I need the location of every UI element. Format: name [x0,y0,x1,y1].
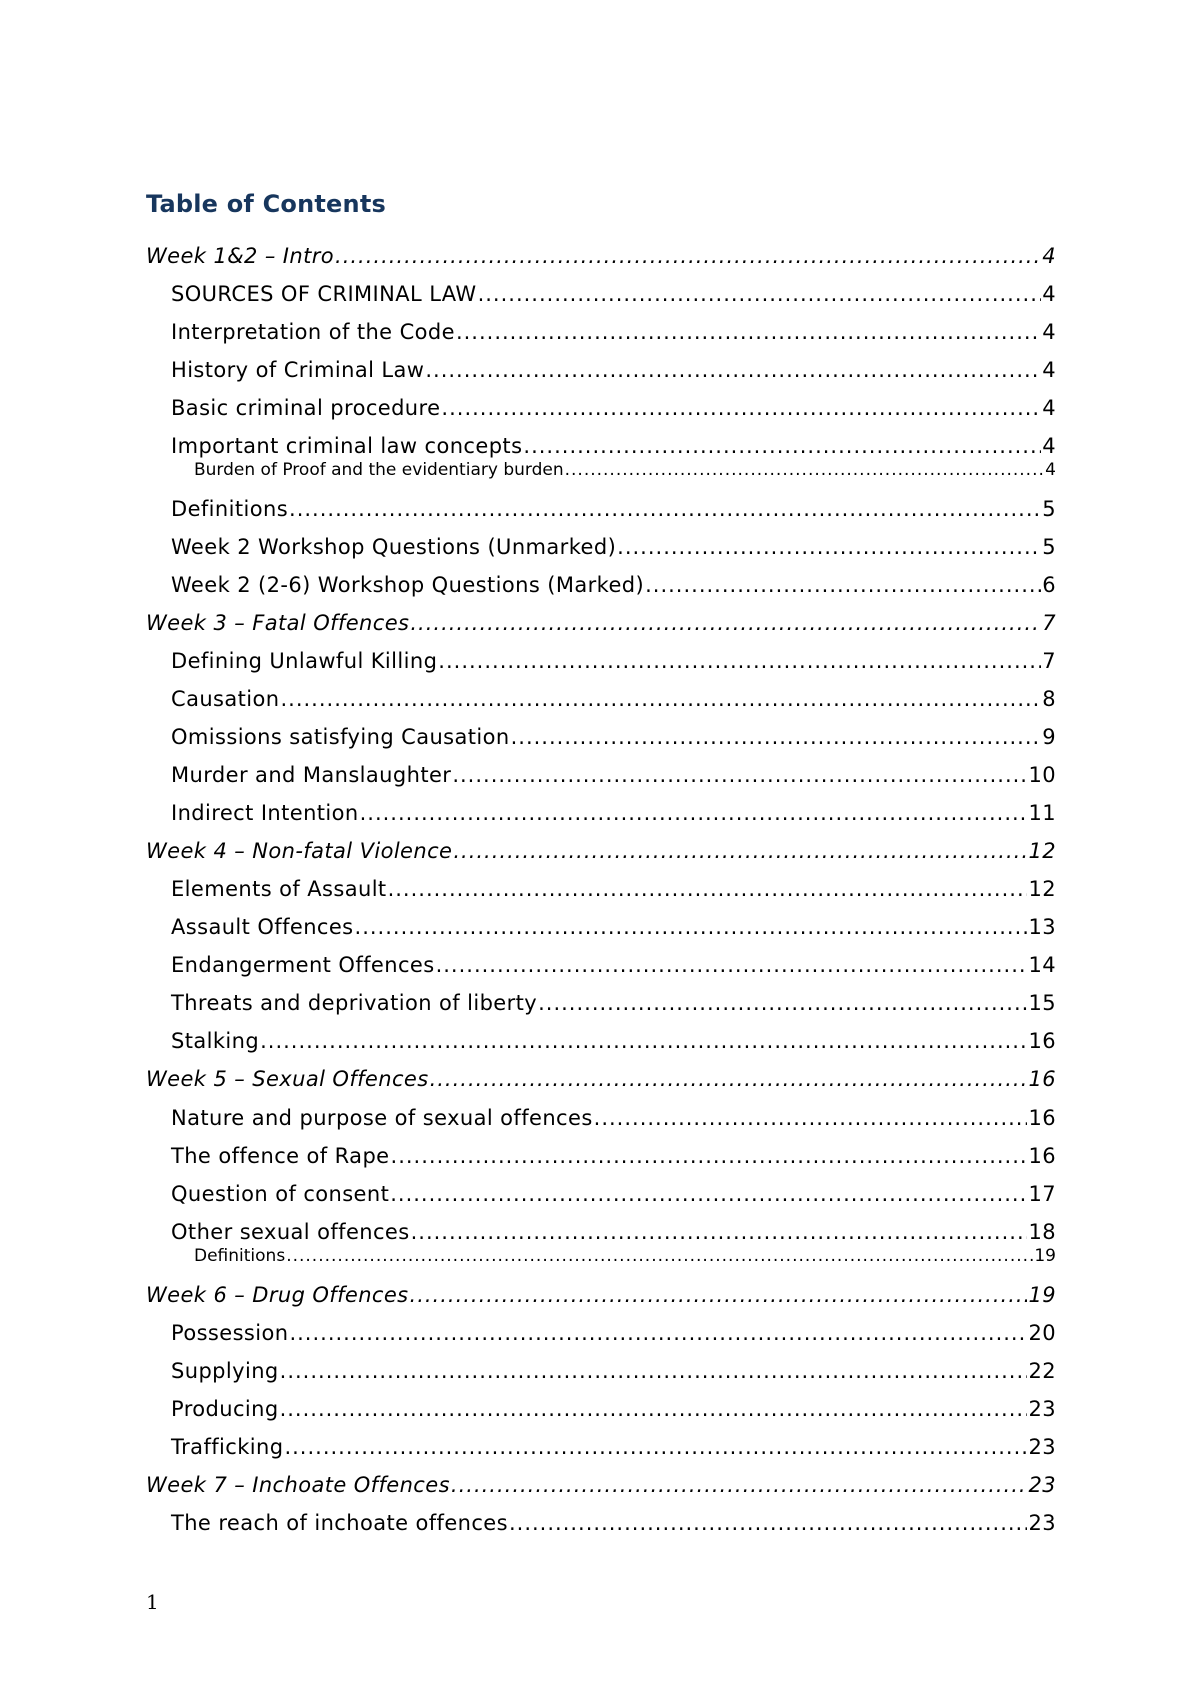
toc-entry-label: Trafficking [171,1435,284,1459]
toc-entry-label: The reach of inchoate offences [171,1511,508,1535]
toc-section-entry[interactable] [171,763,1056,788]
toc-section-entry[interactable] [171,1182,1056,1207]
toc-chapter-entry[interactable] [146,1283,1056,1308]
toc-entry-label: Week 3 – Fatal Offences [146,611,410,635]
toc-entry-page: 7 [1042,649,1056,673]
toc-dot-leader [284,1435,1027,1460]
toc-section-entry[interactable] [171,1359,1056,1384]
toc-chapter-entry[interactable] [146,244,1056,269]
toc-section-entry[interactable] [171,1511,1056,1536]
toc-entry-page: 4 [1045,460,1056,480]
toc-section-entry[interactable] [171,1435,1056,1460]
toc-dot-leader [538,991,1027,1016]
toc-dot-leader [410,611,1041,636]
toc-dot-leader [456,320,1041,345]
toc-section-entry[interactable] [171,991,1056,1016]
toc-dot-leader [452,763,1027,788]
toc-section-entry[interactable] [171,1106,1056,1131]
toc-chapter-entry[interactable] [146,611,1056,636]
toc-dot-leader [451,1473,1028,1498]
toc-entry-label: Endangerment Offences [171,953,435,977]
toc-dot-leader [438,649,1041,674]
toc-dot-leader [390,1182,1027,1207]
toc-section-entry[interactable] [171,573,1056,598]
toc-dot-leader [425,358,1041,383]
toc-dot-leader [280,1359,1028,1384]
toc-entry-page: 19 [1034,1246,1056,1266]
toc-dot-leader [594,1106,1028,1131]
toc-entry-page: 13 [1028,915,1056,939]
toc-entry-label: Week 2 (2-6) Workshop Questions (Marked) [171,573,645,597]
toc-dot-leader [478,282,1042,307]
toc-entry-label: Basic criminal procedure [171,396,441,420]
toc-entry-label: Interpretation of the Code [171,320,455,344]
toc-list [146,0,1056,1696]
toc-section-entry[interactable] [171,1220,1056,1245]
toc-entry-page: 23 [1028,1397,1056,1421]
toc-entry-page: 16 [1028,1144,1056,1168]
toc-dot-leader [280,1397,1028,1422]
toc-entry-label: Producing [171,1397,279,1421]
toc-section-entry[interactable] [171,687,1056,712]
toc-entry-label: SOURCES OF CRIMINAL LAW [171,282,477,306]
toc-entry-label: Supplying [171,1359,279,1383]
toc-dot-leader [355,915,1028,940]
toc-dot-leader [511,725,1042,750]
toc-dot-leader [430,1067,1028,1092]
toc-section-entry[interactable] [171,282,1056,307]
toc-entry-page: 11 [1028,801,1056,825]
toc-dot-leader [388,877,1028,902]
toc-entry-label: Important criminal law concepts [171,434,523,458]
toc-entry-label: Murder and Manslaughter [171,763,452,787]
toc-dot-leader [289,497,1041,522]
toc-entry-label: Threats and deprivation of liberty [171,991,538,1015]
toc-entry-page: 14 [1028,953,1056,977]
toc-dot-leader [565,460,1045,480]
toc-entry-label: Question of consent [171,1182,390,1206]
toc-subsection-entry[interactable] [194,1246,1056,1266]
toc-entry-page: 10 [1028,763,1056,787]
toc-entry-label: Defining Unlawful Killing [171,649,438,673]
toc-entry-label: Burden of Proof and the evidentiary burden [194,460,564,480]
toc-entry-label: Week 6 – Drug Offences [146,1283,409,1307]
toc-entry-page: 4 [1042,244,1056,268]
toc-entry-label: Omissions satisfying Causation [171,725,510,749]
toc-entry-label: History of Criminal Law [171,358,425,382]
toc-section-entry[interactable] [171,1397,1056,1422]
toc-entry-page: 7 [1042,611,1056,635]
toc-dot-leader [335,244,1041,269]
toc-dot-leader [391,1144,1028,1169]
toc-entry-page: 16 [1028,1106,1056,1130]
toc-entry-page: 12 [1028,877,1056,901]
toc-entry-page: 23 [1028,1473,1056,1497]
toc-chapter-entry[interactable] [146,1473,1056,1498]
toc-entry-page: 16 [1028,1029,1056,1053]
toc-section-entry[interactable] [171,801,1056,826]
toc-section-entry[interactable] [171,434,1056,459]
toc-entry-page: 4 [1042,320,1056,344]
toc-entry-label: Elements of Assault [171,877,387,901]
page-title: Table of Contents [146,190,386,218]
toc-entry-label: Nature and purpose of sexual offences [171,1106,593,1130]
page-number: 1 [146,1590,159,1614]
toc-dot-leader [441,396,1041,421]
toc-dot-leader [523,434,1041,459]
toc-entry-page: 15 [1028,991,1056,1015]
toc-entry-page: 20 [1028,1321,1056,1345]
toc-entry-page: 23 [1028,1435,1056,1459]
toc-entry-page: 5 [1042,497,1056,521]
toc-entry-page: 12 [1028,839,1056,863]
toc-entry-label: Week 2 Workshop Questions (Unmarked) [171,535,617,559]
toc-entry-label: Possession [171,1321,289,1345]
toc-entry-page: 16 [1028,1067,1056,1091]
toc-entry-page: 9 [1042,725,1056,749]
toc-dot-leader [260,1029,1027,1054]
toc-section-entry[interactable] [171,320,1056,345]
toc-section-entry[interactable] [171,1321,1056,1346]
toc-entry-label: Definitions [171,497,289,521]
toc-dot-leader [280,687,1041,712]
toc-subsection-entry[interactable] [194,460,1056,480]
toc-dot-leader [286,1246,1033,1266]
toc-dot-leader [411,1220,1028,1245]
toc-entry-page: 6 [1042,573,1056,597]
toc-entry-label: The offence of Rape [171,1144,390,1168]
toc-entry-label: Week 7 – Inchoate Offences [146,1473,450,1497]
toc-entry-label: Week 1&2 – Intro [146,244,335,268]
toc-entry-label: Stalking [171,1029,260,1053]
toc-dot-leader [645,573,1041,598]
toc-entry-page: 5 [1042,535,1056,559]
toc-entry-label: Indirect Intention [171,801,359,825]
toc-entry-page: 4 [1042,396,1056,420]
toc-section-entry[interactable] [171,649,1056,674]
toc-section-entry[interactable] [171,497,1056,522]
toc-dot-leader [509,1511,1028,1536]
toc-section-entry[interactable] [171,535,1056,560]
toc-section-entry[interactable] [171,1144,1056,1169]
toc-entry-page: 4 [1042,434,1056,458]
toc-section-entry[interactable] [171,396,1056,421]
toc-entry-page: 22 [1028,1359,1056,1383]
toc-entry-page: 18 [1028,1220,1056,1244]
toc-entry-page: 23 [1028,1511,1056,1535]
toc-section-entry[interactable] [171,725,1056,750]
toc-chapter-entry[interactable] [146,839,1056,864]
toc-section-entry[interactable] [171,953,1056,978]
toc-entry-page: 19 [1028,1283,1056,1307]
toc-entry-page: 17 [1028,1182,1056,1206]
toc-entry-label: Assault Offences [171,915,354,939]
toc-entry-page: 4 [1042,282,1056,306]
toc-entry-label: Week 4 – Non-fatal Violence [146,839,453,863]
toc-dot-leader [360,801,1028,826]
toc-section-entry[interactable] [171,877,1056,902]
toc-entry-label: Definitions [194,1246,286,1266]
toc-entry-label: Week 5 – Sexual Offences [146,1067,429,1091]
toc-entry-label: Other sexual offences [171,1220,410,1244]
toc-dot-leader [617,535,1041,560]
toc-section-entry[interactable] [171,915,1056,940]
toc-dot-leader [436,953,1028,978]
toc-dot-leader [453,839,1027,864]
toc-entry-label: Causation [171,687,280,711]
toc-entry-page: 8 [1042,687,1056,711]
toc-dot-leader [410,1283,1028,1308]
toc-chapter-entry[interactable] [146,1067,1056,1092]
toc-entry-page: 4 [1042,358,1056,382]
toc-section-entry[interactable] [171,358,1056,383]
toc-section-entry[interactable] [171,1029,1056,1054]
toc-dot-leader [289,1321,1027,1346]
